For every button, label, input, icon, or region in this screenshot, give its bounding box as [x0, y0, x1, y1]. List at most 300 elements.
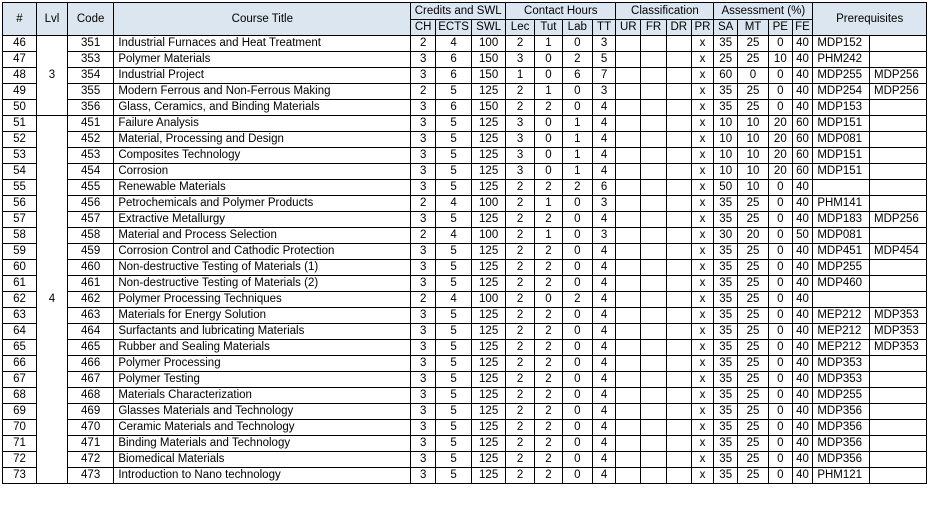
- cell-lec: 2: [506, 388, 535, 404]
- cell-title: Introduction to Nano technology: [114, 468, 411, 484]
- cell-tut: 0: [535, 164, 563, 180]
- cell-pr: x: [691, 420, 714, 436]
- header-pe: PE: [768, 20, 792, 36]
- cell-tt: 4: [592, 244, 616, 260]
- cell-pr: x: [691, 468, 714, 484]
- cell-lec: 2: [506, 420, 535, 436]
- cell-swl: 125: [472, 340, 506, 356]
- header-code: Code: [67, 3, 113, 36]
- cell-fe: 40: [792, 68, 813, 84]
- cell-ur: [616, 372, 641, 388]
- cell-ur: [616, 148, 641, 164]
- cell-fe: 50: [792, 228, 813, 244]
- cell-ects: 5: [436, 436, 472, 452]
- cell-sa: 35: [714, 340, 738, 356]
- cell-fe: 40: [792, 292, 813, 308]
- cell-pre1: MDP255: [813, 388, 870, 404]
- cell-swl: 125: [472, 468, 506, 484]
- cell-title: Corrosion Control and Cathodic Protection: [114, 244, 411, 260]
- cell-ects: 5: [436, 164, 472, 180]
- cell-pre1: MDP353: [813, 372, 870, 388]
- cell-ur: [616, 116, 641, 132]
- cell-num: 63: [3, 308, 37, 324]
- cell-code: 354: [67, 68, 113, 84]
- cell-lec: 3: [506, 148, 535, 164]
- cell-ects: 5: [436, 308, 472, 324]
- cell-ch: 2: [411, 196, 436, 212]
- cell-swl: 125: [472, 276, 506, 292]
- cell-code: 466: [67, 356, 113, 372]
- cell-fr: [641, 324, 667, 340]
- header-lec: Lec: [506, 20, 535, 36]
- cell-tt: 4: [592, 324, 616, 340]
- cell-pe: 0: [768, 292, 792, 308]
- cell-pre2: MDP353: [870, 324, 927, 340]
- cell-mt: 0: [738, 68, 769, 84]
- cell-sa: 50: [714, 180, 738, 196]
- cell-lab: 1: [562, 116, 592, 132]
- cell-pre2: [870, 148, 927, 164]
- cell-lec: 2: [506, 356, 535, 372]
- cell-num: 67: [3, 372, 37, 388]
- cell-pr: x: [691, 308, 714, 324]
- cell-lab: 0: [562, 388, 592, 404]
- cell-dr: [666, 260, 691, 276]
- cell-pe: 20: [768, 116, 792, 132]
- cell-pre2: MDP353: [870, 308, 927, 324]
- cell-ch: 3: [411, 388, 436, 404]
- header-pr: PR: [691, 20, 714, 36]
- cell-pre2: [870, 260, 927, 276]
- cell-pr: x: [691, 116, 714, 132]
- cell-pre2: MDP454: [870, 244, 927, 260]
- cell-fr: [641, 276, 667, 292]
- table-body: [3, 36, 927, 484]
- cell-ur: [616, 180, 641, 196]
- table-row: [3, 452, 927, 468]
- cell-title: Petrochemicals and Polymer Products: [114, 196, 411, 212]
- cell-tut: 2: [535, 100, 563, 116]
- cell-fe: 40: [792, 52, 813, 68]
- cell-pre2: [870, 404, 927, 420]
- cell-ch: 3: [411, 132, 436, 148]
- course-table-container: [2, 2, 927, 484]
- cell-pr: x: [691, 196, 714, 212]
- cell-pre1: MDP151: [813, 148, 870, 164]
- cell-pre2: [870, 372, 927, 388]
- cell-ur: [616, 420, 641, 436]
- cell-pre1: MDP356: [813, 420, 870, 436]
- cell-pre1: MDP356: [813, 436, 870, 452]
- cell-sa: 30: [714, 228, 738, 244]
- cell-ects: 5: [436, 388, 472, 404]
- cell-tut: 2: [535, 308, 563, 324]
- cell-lec: 2: [506, 36, 535, 52]
- table-row: [3, 228, 927, 244]
- cell-pre2: [870, 100, 927, 116]
- cell-code: 463: [67, 308, 113, 324]
- cell-fr: [641, 308, 667, 324]
- cell-pe: 0: [768, 84, 792, 100]
- cell-tut: 1: [535, 228, 563, 244]
- cell-mt: 25: [738, 340, 769, 356]
- cell-swl: 125: [472, 244, 506, 260]
- cell-swl: 150: [472, 100, 506, 116]
- table-row: [3, 324, 927, 340]
- cell-lab: 0: [562, 244, 592, 260]
- cell-pe: 0: [768, 436, 792, 452]
- cell-swl: 125: [472, 420, 506, 436]
- cell-pr: x: [691, 436, 714, 452]
- cell-pre2: [870, 468, 927, 484]
- cell-dr: [666, 452, 691, 468]
- cell-ur: [616, 452, 641, 468]
- cell-num: 54: [3, 164, 37, 180]
- cell-dr: [666, 468, 691, 484]
- cell-mt: 25: [738, 196, 769, 212]
- cell-swl: 125: [472, 148, 506, 164]
- cell-lab: 0: [562, 228, 592, 244]
- cell-ch: 3: [411, 356, 436, 372]
- cell-title: Rubber and Sealing Materials: [114, 340, 411, 356]
- cell-sa: 35: [714, 388, 738, 404]
- cell-lab: 0: [562, 452, 592, 468]
- cell-swl: 150: [472, 52, 506, 68]
- cell-swl: 125: [472, 260, 506, 276]
- cell-lab: 0: [562, 212, 592, 228]
- cell-pe: 0: [768, 452, 792, 468]
- cell-level: 3: [37, 36, 68, 116]
- cell-code: 451: [67, 116, 113, 132]
- cell-ects: 6: [436, 52, 472, 68]
- cell-ects: 5: [436, 244, 472, 260]
- cell-mt: 25: [738, 292, 769, 308]
- cell-lec: 2: [506, 452, 535, 468]
- cell-lec: 2: [506, 340, 535, 356]
- cell-ects: 5: [436, 148, 472, 164]
- cell-fr: [641, 212, 667, 228]
- cell-title: Non-destructive Testing of Materials (1): [114, 260, 411, 276]
- cell-dr: [666, 340, 691, 356]
- cell-tut: 2: [535, 340, 563, 356]
- cell-fr: [641, 84, 667, 100]
- cell-pre2: [870, 452, 927, 468]
- cell-sa: 25: [714, 52, 738, 68]
- cell-ch: 3: [411, 372, 436, 388]
- table-row: [3, 372, 927, 388]
- cell-fe: 40: [792, 180, 813, 196]
- cell-pre2: [870, 436, 927, 452]
- cell-tt: 6: [592, 180, 616, 196]
- cell-code: 460: [67, 260, 113, 276]
- cell-lec: 3: [506, 116, 535, 132]
- cell-pre1: MDP153: [813, 100, 870, 116]
- cell-mt: 25: [738, 36, 769, 52]
- cell-pe: 0: [768, 212, 792, 228]
- cell-level: 4: [37, 116, 68, 484]
- cell-title: Corrosion: [114, 164, 411, 180]
- cell-tut: 0: [535, 148, 563, 164]
- cell-tut: 1: [535, 196, 563, 212]
- cell-pre2: MDP256: [870, 84, 927, 100]
- cell-code: 462: [67, 292, 113, 308]
- cell-num: 69: [3, 404, 37, 420]
- cell-code: 472: [67, 452, 113, 468]
- cell-pre1: MDP255: [813, 260, 870, 276]
- cell-ch: 3: [411, 100, 436, 116]
- cell-dr: [666, 276, 691, 292]
- cell-pre1: MDP151: [813, 164, 870, 180]
- cell-pre1: MDP151: [813, 116, 870, 132]
- cell-title: Glass, Ceramics, and Binding Materials: [114, 100, 411, 116]
- cell-swl: 125: [472, 132, 506, 148]
- cell-fe: 40: [792, 420, 813, 436]
- cell-dr: [666, 228, 691, 244]
- cell-dr: [666, 196, 691, 212]
- cell-dr: [666, 68, 691, 84]
- cell-mt: 25: [738, 436, 769, 452]
- cell-ch: 3: [411, 164, 436, 180]
- table-row: [3, 132, 927, 148]
- cell-pre2: [870, 420, 927, 436]
- cell-title: Biomedical Materials: [114, 452, 411, 468]
- cell-ects: 5: [436, 212, 472, 228]
- cell-code: 457: [67, 212, 113, 228]
- cell-fr: [641, 404, 667, 420]
- cell-lec: 2: [506, 228, 535, 244]
- cell-fr: [641, 36, 667, 52]
- cell-ch: 3: [411, 324, 436, 340]
- cell-tut: 2: [535, 276, 563, 292]
- table-row: [3, 212, 927, 228]
- cell-fr: [641, 452, 667, 468]
- cell-tt: 4: [592, 260, 616, 276]
- cell-lab: 0: [562, 436, 592, 452]
- cell-pr: x: [691, 292, 714, 308]
- cell-lab: 0: [562, 420, 592, 436]
- cell-fr: [641, 196, 667, 212]
- cell-num: 68: [3, 388, 37, 404]
- cell-pre1: MDP183: [813, 212, 870, 228]
- cell-tt: 4: [592, 100, 616, 116]
- cell-fe: 40: [792, 372, 813, 388]
- cell-pre2: [870, 388, 927, 404]
- cell-mt: 25: [738, 308, 769, 324]
- cell-fr: [641, 340, 667, 356]
- cell-lab: 2: [562, 180, 592, 196]
- cell-ur: [616, 276, 641, 292]
- cell-code: 353: [67, 52, 113, 68]
- cell-pre1: MDP081: [813, 132, 870, 148]
- cell-fr: [641, 356, 667, 372]
- cell-sa: 35: [714, 372, 738, 388]
- cell-tut: 2: [535, 452, 563, 468]
- cell-mt: 25: [738, 212, 769, 228]
- cell-sa: 35: [714, 100, 738, 116]
- cell-dr: [666, 52, 691, 68]
- cell-fe: 40: [792, 340, 813, 356]
- cell-tut: 0: [535, 132, 563, 148]
- cell-fr: [641, 148, 667, 164]
- table-row: [3, 388, 927, 404]
- cell-ects: 5: [436, 356, 472, 372]
- cell-dr: [666, 436, 691, 452]
- cell-lec: 2: [506, 292, 535, 308]
- cell-title: Non-destructive Testing of Materials (2): [114, 276, 411, 292]
- table-row: [3, 404, 927, 420]
- cell-pr: x: [691, 68, 714, 84]
- cell-tt: 4: [592, 436, 616, 452]
- cell-num: 65: [3, 340, 37, 356]
- cell-ch: 2: [411, 36, 436, 52]
- course-table: [2, 2, 927, 484]
- cell-pre2: [870, 180, 927, 196]
- cell-dr: [666, 324, 691, 340]
- cell-pe: 0: [768, 180, 792, 196]
- cell-ur: [616, 260, 641, 276]
- cell-pe: 0: [768, 356, 792, 372]
- cell-lab: 0: [562, 276, 592, 292]
- cell-pre1: [813, 292, 870, 308]
- cell-swl: 100: [472, 292, 506, 308]
- cell-mt: 10: [738, 180, 769, 196]
- cell-pre1: MDP460: [813, 276, 870, 292]
- cell-tut: 2: [535, 260, 563, 276]
- cell-ects: 5: [436, 372, 472, 388]
- cell-ects: 5: [436, 180, 472, 196]
- cell-pr: x: [691, 164, 714, 180]
- cell-pre2: [870, 36, 927, 52]
- cell-ects: 5: [436, 132, 472, 148]
- cell-ch: 3: [411, 452, 436, 468]
- cell-lec: 2: [506, 100, 535, 116]
- table-row: [3, 100, 927, 116]
- cell-tut: 2: [535, 404, 563, 420]
- cell-tt: 4: [592, 148, 616, 164]
- cell-lec: 2: [506, 372, 535, 388]
- cell-title: Industrial Furnaces and Heat Treatment: [114, 36, 411, 52]
- cell-fr: [641, 52, 667, 68]
- cell-ch: 3: [411, 468, 436, 484]
- cell-pre2: MDP353: [870, 340, 927, 356]
- cell-fe: 40: [792, 356, 813, 372]
- cell-num: 60: [3, 260, 37, 276]
- cell-mt: 25: [738, 356, 769, 372]
- cell-num: 64: [3, 324, 37, 340]
- cell-ch: 3: [411, 148, 436, 164]
- header-ch: CH: [411, 20, 436, 36]
- cell-ects: 6: [436, 100, 472, 116]
- cell-num: 66: [3, 356, 37, 372]
- cell-pr: x: [691, 324, 714, 340]
- cell-mt: 25: [738, 100, 769, 116]
- cell-pre2: MDP256: [870, 212, 927, 228]
- cell-tut: 1: [535, 36, 563, 52]
- cell-pe: 0: [768, 324, 792, 340]
- cell-ch: 3: [411, 276, 436, 292]
- table-row: [3, 52, 927, 68]
- cell-swl: 125: [472, 324, 506, 340]
- cell-lec: 2: [506, 196, 535, 212]
- cell-fr: [641, 132, 667, 148]
- cell-tt: 4: [592, 420, 616, 436]
- cell-num: 61: [3, 276, 37, 292]
- cell-pre2: MDP256: [870, 68, 927, 84]
- cell-dr: [666, 292, 691, 308]
- cell-mt: 25: [738, 468, 769, 484]
- cell-fe: 40: [792, 84, 813, 100]
- cell-ur: [616, 324, 641, 340]
- cell-mt: 25: [738, 324, 769, 340]
- table-row: [3, 260, 927, 276]
- header-tt: TT: [592, 20, 616, 36]
- cell-pre2: [870, 132, 927, 148]
- header-sa: SA: [714, 20, 738, 36]
- cell-fe: 40: [792, 452, 813, 468]
- header-tut: Tut: [535, 20, 563, 36]
- cell-dr: [666, 116, 691, 132]
- cell-ur: [616, 404, 641, 420]
- cell-pre1: MDP152: [813, 36, 870, 52]
- cell-dr: [666, 404, 691, 420]
- header-credits-group: Credits and SWL: [411, 3, 506, 20]
- cell-mt: 25: [738, 404, 769, 420]
- cell-pr: x: [691, 52, 714, 68]
- cell-pe: 0: [768, 388, 792, 404]
- cell-num: 52: [3, 132, 37, 148]
- cell-tut: 0: [535, 68, 563, 84]
- cell-sa: 10: [714, 132, 738, 148]
- cell-pre2: [870, 52, 927, 68]
- cell-num: 46: [3, 36, 37, 52]
- cell-lab: 0: [562, 84, 592, 100]
- cell-title: Ceramic Materials and Technology: [114, 420, 411, 436]
- header-ur: UR: [616, 20, 641, 36]
- cell-dr: [666, 356, 691, 372]
- cell-lec: 3: [506, 164, 535, 180]
- cell-num: 72: [3, 452, 37, 468]
- cell-code: 355: [67, 84, 113, 100]
- cell-code: 473: [67, 468, 113, 484]
- cell-code: 469: [67, 404, 113, 420]
- cell-num: 58: [3, 228, 37, 244]
- cell-title: Polymer Processing: [114, 356, 411, 372]
- cell-swl: 125: [472, 372, 506, 388]
- cell-tt: 4: [592, 340, 616, 356]
- cell-title: Glasses Materials and Technology: [114, 404, 411, 420]
- cell-ch: 3: [411, 116, 436, 132]
- cell-num: 50: [3, 100, 37, 116]
- cell-swl: 100: [472, 196, 506, 212]
- cell-sa: 35: [714, 468, 738, 484]
- cell-title: Modern Ferrous and Non-Ferrous Making: [114, 84, 411, 100]
- cell-title: Failure Analysis: [114, 116, 411, 132]
- cell-pre1: MDP353: [813, 356, 870, 372]
- cell-ects: 5: [436, 468, 472, 484]
- header-level: Lvl: [37, 3, 68, 36]
- cell-title: Surfactants and lubricating Materials: [114, 324, 411, 340]
- cell-ur: [616, 388, 641, 404]
- cell-ur: [616, 356, 641, 372]
- cell-ur: [616, 100, 641, 116]
- cell-ur: [616, 196, 641, 212]
- cell-num: 57: [3, 212, 37, 228]
- cell-pre1: MEP212: [813, 308, 870, 324]
- header-number: #: [3, 3, 37, 36]
- cell-mt: 10: [738, 116, 769, 132]
- cell-pr: x: [691, 180, 714, 196]
- cell-sa: 35: [714, 356, 738, 372]
